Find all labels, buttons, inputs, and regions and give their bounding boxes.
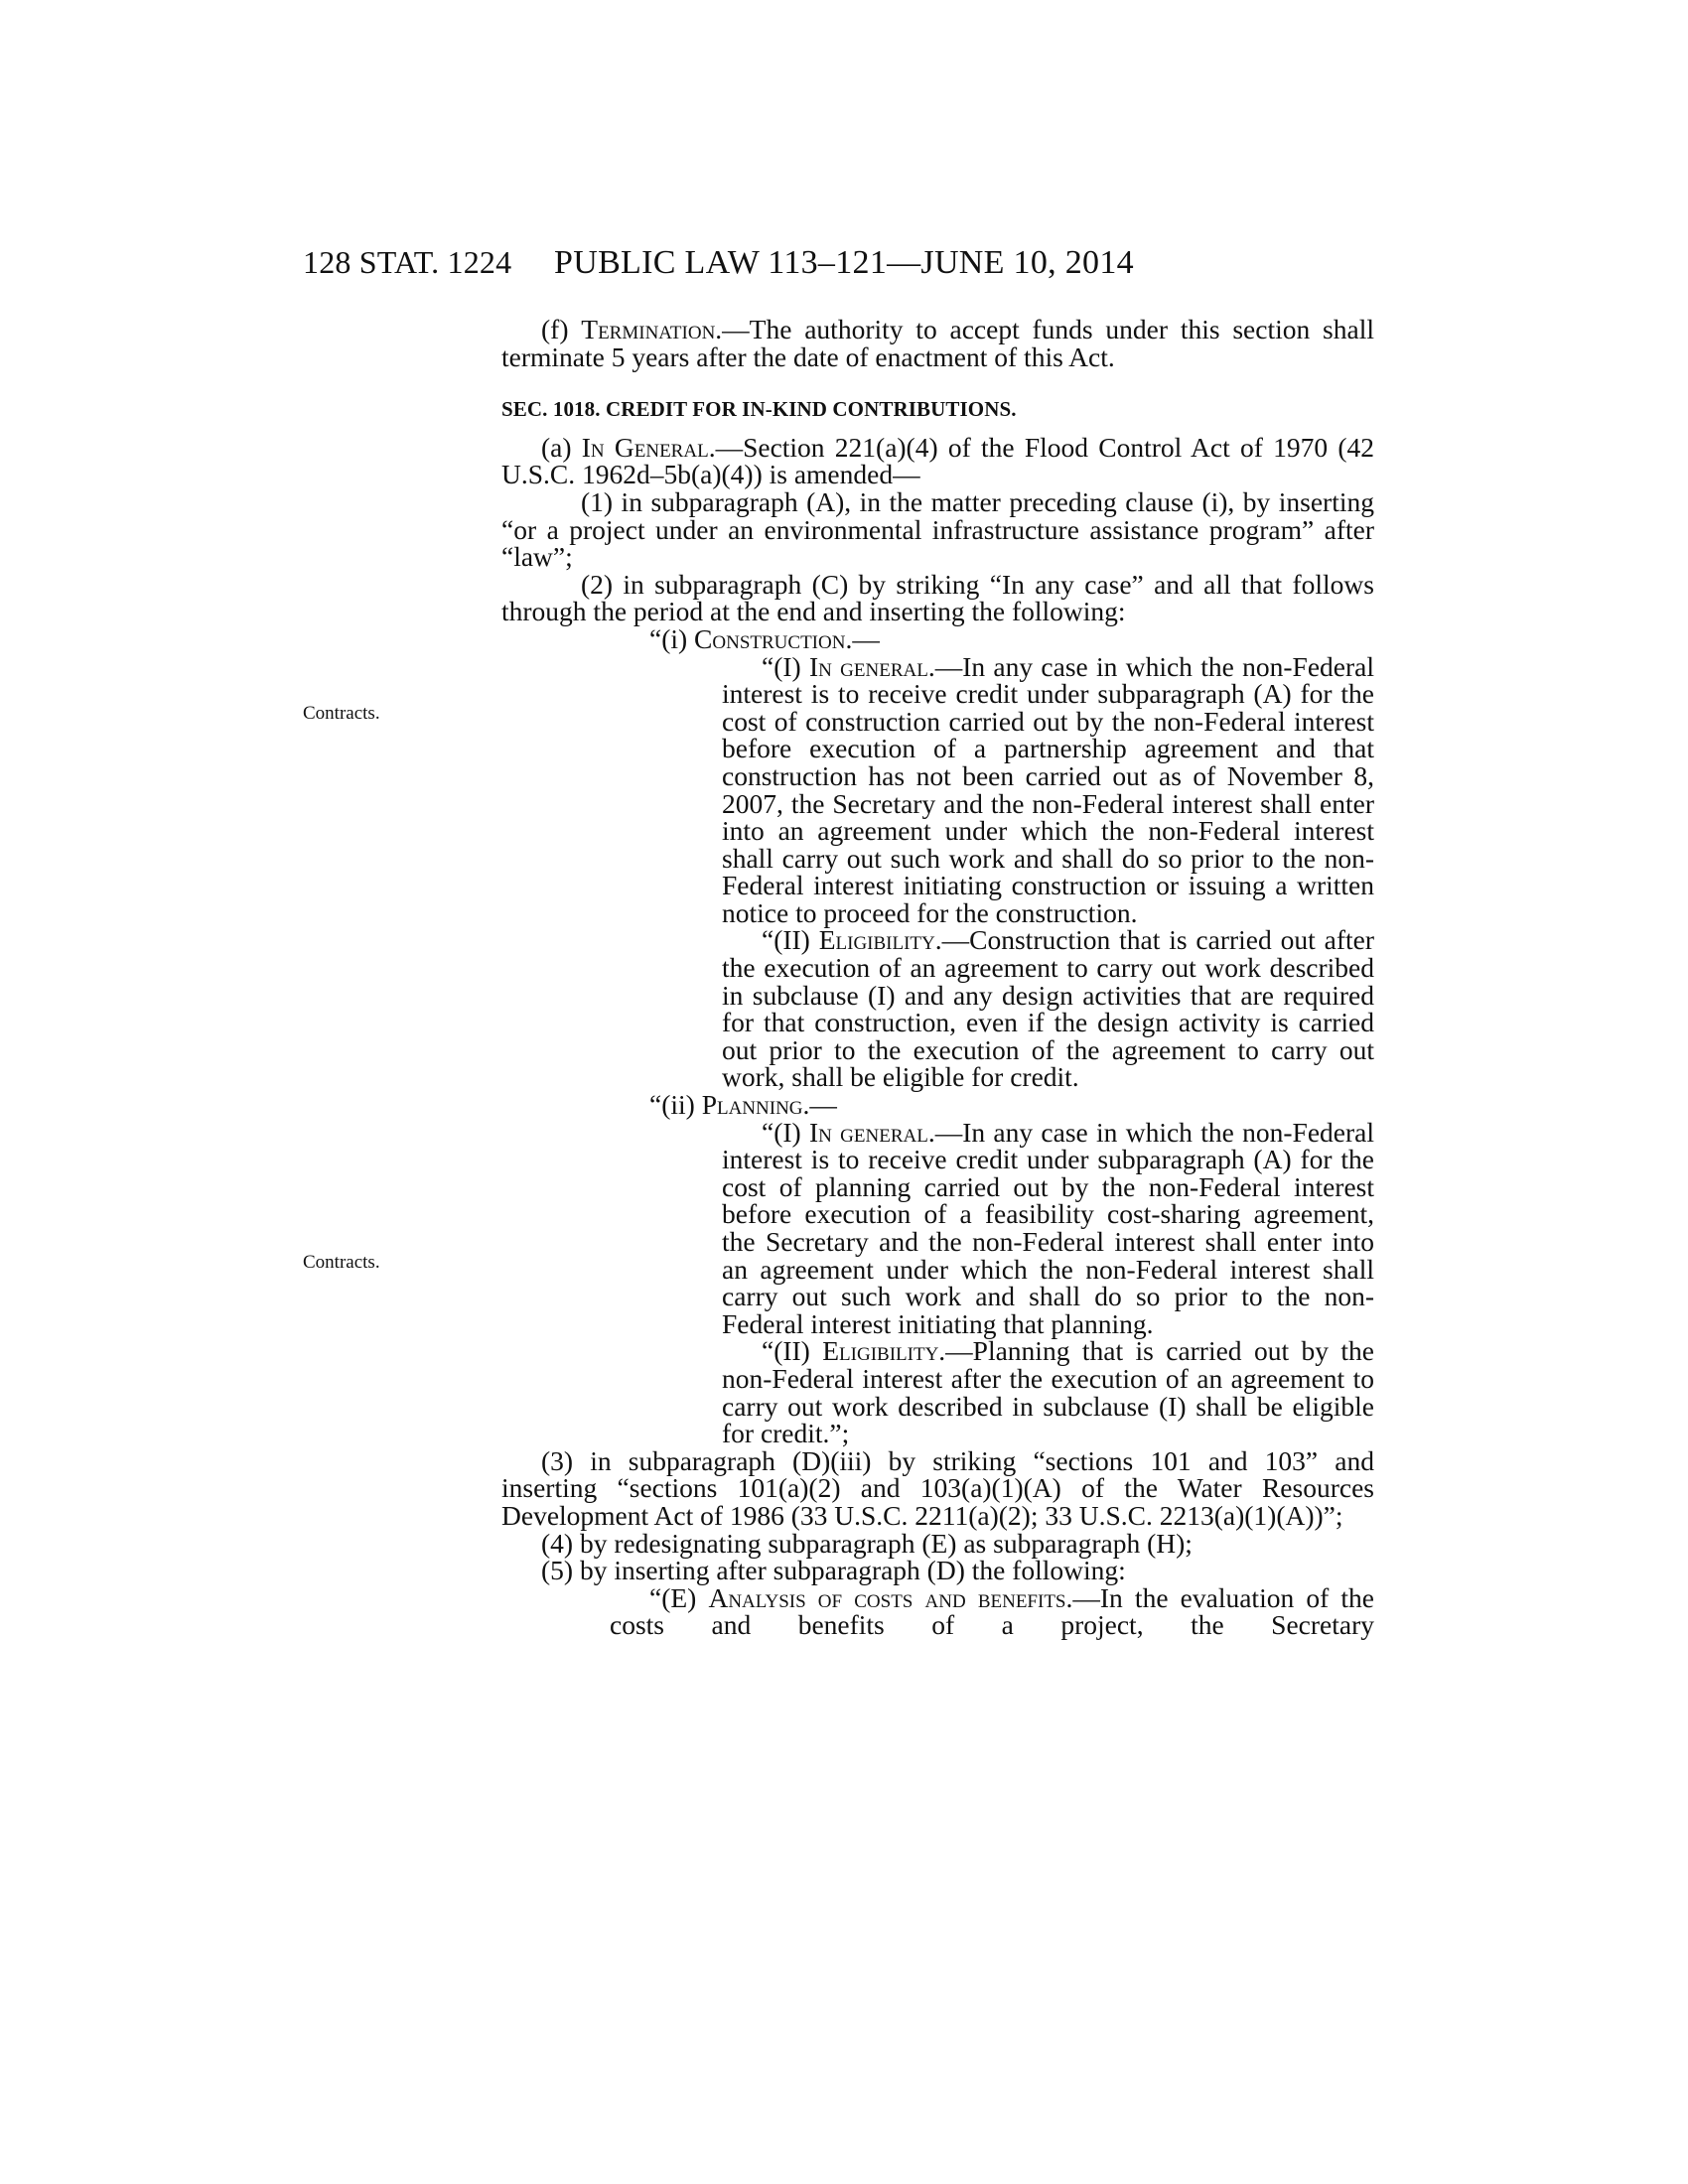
subparagraph-e-heading: Analysis of costs and benefits xyxy=(708,1581,1066,1613)
subsection-a-lead: (a) xyxy=(541,431,582,463)
subclause-heading: Eligibility xyxy=(818,924,935,956)
construction-subclauses xyxy=(501,650,1374,1093)
list-item-2: (2) in subparagraph (C) by striking “In any case” and all that follows through the period at the end and inserting the following: xyxy=(501,568,1374,627)
subclause-lead: “(II) xyxy=(762,924,819,956)
clause-tail: .— xyxy=(845,622,880,654)
subparagraph-e-lead: “(E) xyxy=(649,1581,709,1613)
termination-text: .—The authority to accept funds under this section shall terminate 5 years after the date of enactment of this Act. xyxy=(501,314,1374,372)
subclause-heading: In general xyxy=(808,1116,928,1148)
document-body xyxy=(501,316,1374,1639)
clause-lead: “(i) xyxy=(649,622,695,654)
subclause-text: .—Construction that is carried out after the execution of an agreement to carry out work described in subclause (I) and any design activities that are required for that construction, even if the design activity is carried out prior to the execution of the agreement to carry out work, shall be eligible for credit. xyxy=(722,924,1374,1093)
subparagraph-e-paragraph xyxy=(610,1581,1374,1641)
subparagraph-e-text: .—In the evaluation of the costs and benefits of a project, the Secretary xyxy=(610,1581,1374,1641)
termination-lead: (f) xyxy=(541,314,582,344)
margin-note-contracts: Contracts. xyxy=(303,1252,380,1273)
margin-note-contracts: Contracts. xyxy=(303,703,380,724)
subclause-heading: In general xyxy=(808,650,928,682)
construction-general-paragraph xyxy=(722,650,1374,928)
statute-page-reference: 128 STAT. 1224 xyxy=(303,244,512,280)
clause-planning-heading xyxy=(501,1091,1374,1119)
list-item-3: (3) in subparagraph (D)(iii) by striking “sections 101 and 103” and inserting “sections 101(a)(2) and 103(a)(1)(A) of the Water Resources Development Act of 1986 (33 U.S.C. 2211(a)(2); 33 U.S.C. 2213(a)(1)(A))”; xyxy=(501,1444,1374,1531)
subclause-text: .—In any case in which the non-Federal interest is to receive credit under subparagraph (A) for the cost of construction carried out by the non-Federal interest before execution of a partnership agreement and that construction has not been carried out as of November 8, 2007, the Secretary and the non-Federal interest shall enter into an agreement under which the non-Federal interest shall carry out such work and shall do so prior to the non-Federal interest initiating construction or issuing a written notice to proceed for the construction. xyxy=(722,650,1374,928)
list-item-1: (1) in subparagraph (A), in the matter preceding clause (i), by inserting “or a project under an environmental infrastructure assistance program” after “law”; xyxy=(501,485,1374,573)
planning-general-paragraph xyxy=(722,1116,1374,1339)
subclause-text: .—In any case in which the non-Federal interest is to receive credit under subparagraph (A) for the cost of planning carried out by the non-Federal interest before execution of a feasibility cost-sharing agreement, the Secretary and the non-Federal interest shall enter into an agreement under which the non-Federal interest shall carry out such work and shall do so prior to the non-Federal interest initiating that planning. xyxy=(722,1116,1374,1339)
subsection-a-heading: In General xyxy=(581,431,709,463)
clause-lead: “(ii) xyxy=(649,1089,702,1121)
subclause-lead: “(I) xyxy=(762,1116,809,1148)
clause-tail: .— xyxy=(802,1089,837,1121)
public-law-title: PUBLIC LAW 113–121—JUNE 10, 2014 xyxy=(554,244,1134,281)
planning-subclauses xyxy=(501,1116,1375,1449)
clause-heading: Planning xyxy=(701,1089,803,1121)
subsection-a-text: .—Section 221(a)(4) of the Flood Control Act of 1970 (42 U.S.C. 1962d–5b(a)(4)) is amended— xyxy=(501,431,1375,490)
termination-paragraph xyxy=(501,316,1374,370)
section-heading: SEC. 1018. CREDIT FOR IN-KIND CONTRIBUTIONS. xyxy=(501,397,1017,422)
subsection-a-paragraph xyxy=(501,431,1375,490)
subclause-lead: “(I) xyxy=(762,650,809,682)
construction-eligibility-paragraph xyxy=(722,926,1374,1091)
list-item-4: (4) by redesignating subparagraph (E) as subparagraph (H); xyxy=(541,1527,1193,1559)
termination-heading: Termination xyxy=(581,314,716,344)
subparagraph-e-block xyxy=(501,1581,1374,1641)
subclause-lead: “(II) xyxy=(762,1335,823,1367)
planning-eligibility-paragraph xyxy=(722,1335,1375,1449)
subclause-heading: Eligibility xyxy=(822,1335,939,1367)
subclause-text: .—Planning that is carried out by the non-Federal interest after the execution of an agreement to carry out work described in subclause (I) shall be eligible for credit.”; xyxy=(722,1335,1375,1449)
clause-construction-heading xyxy=(501,622,1374,654)
list-item-5: (5) by inserting after subparagraph (D) the following: xyxy=(541,1555,1126,1586)
clause-heading: Construction xyxy=(694,622,846,654)
